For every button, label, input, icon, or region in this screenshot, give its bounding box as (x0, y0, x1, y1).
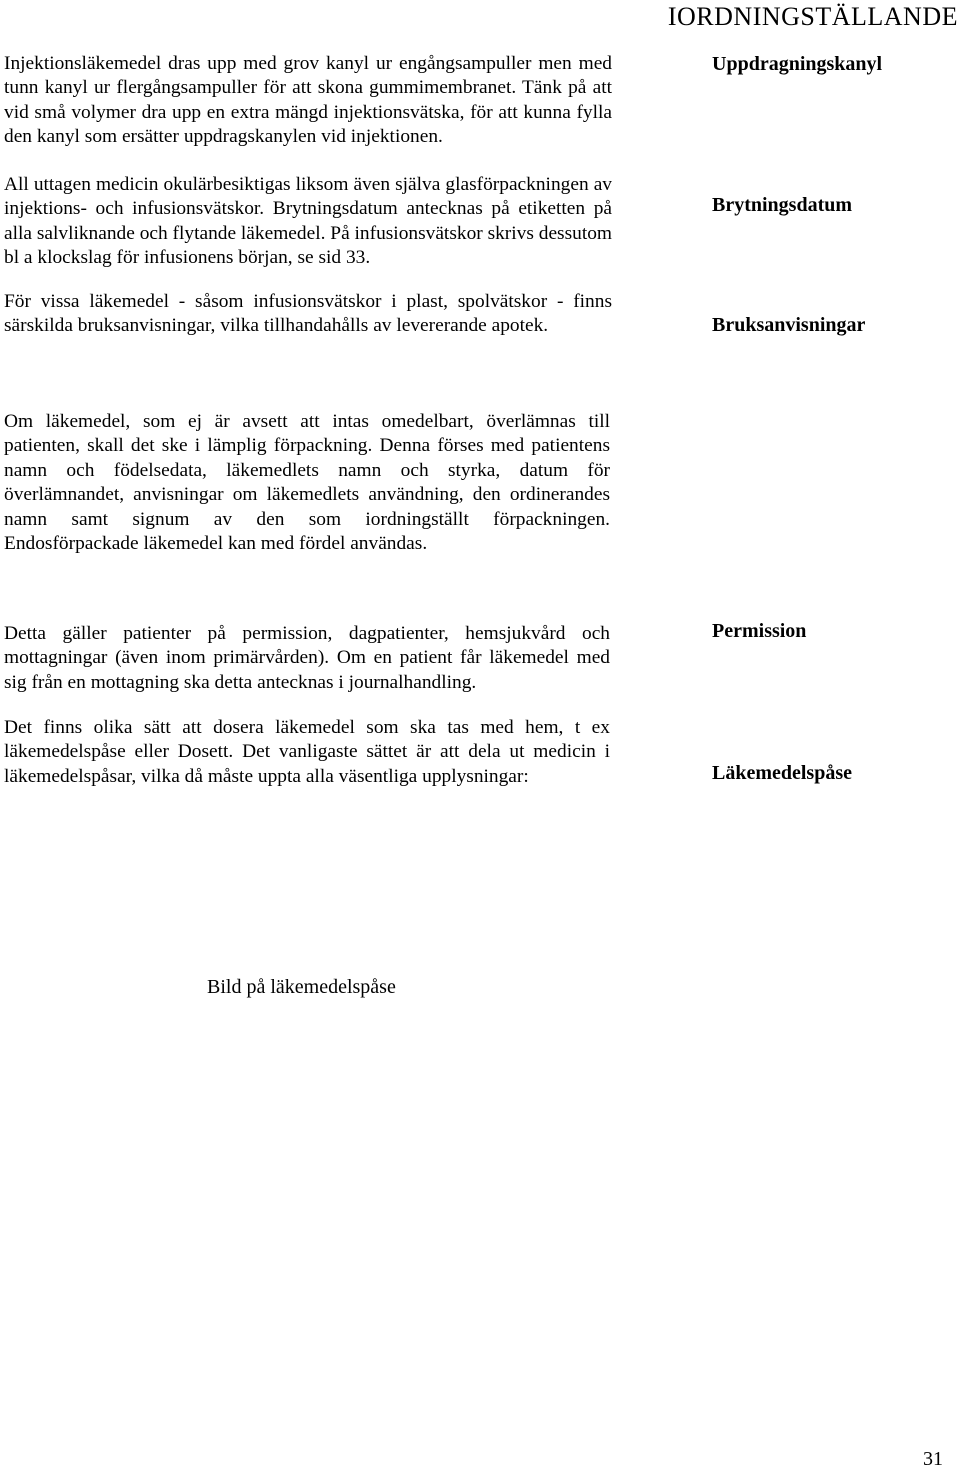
paragraph-instructions: För vissa läkemedel - såsom infusionsvätskor i plast, spolvätskor - finns särskilda bruksanvisningar, vilka tillhandahålls av levererande apotek. (4, 291, 612, 337)
paragraph-permission: Detta gäller patienter på permission, dagpatienter, hemsjukvård och mottagningar (även inom primärvården). Om en patient får läkemedel med sig från en mottagning ska detta antecknas i journalhandling. (4, 623, 610, 693)
margin-label-permission: Permission (712, 620, 807, 642)
margin-label-uppdragningskanyl: Uppdragningskanyl (712, 53, 883, 75)
margin-label-bruksanvisningar: Bruksanvisningar (712, 314, 866, 336)
page-header-title: IORDNINGSTÄLLANDE (667, 2, 958, 31)
image-caption: Bild på läkemedelspåse (207, 976, 396, 998)
paragraph-dosing: Det finns olika sätt att dosera läkemedel som ska tas med hem, t ex läkemedelspåse eller Dosett. Det vanligaste sättet är att dela ut medicin i läkemedelspåsar, vilka då måste uppta alla väsentliga upplysningar: (4, 717, 610, 787)
margin-label-lakemedelspase: Läkemedelspåse (712, 762, 852, 784)
margin-label-brytningsdatum: Brytningsdatum (712, 194, 853, 216)
paragraph-inspection: All uttagen medicin okulärbesiktigas liksom även själva glasförpackningen av injektions- och infusionsvätskor. Brytningsdatum antecknas på etiketten på alla salvliknande och flytande läkemedel. På infusionsvätskor skrivs dessutom bl a klockslag för infusionens början, se sid 33. (4, 174, 612, 269)
page-number: 31 (923, 1448, 943, 1470)
paragraph-injection-needles: Injektionsläkemedel dras upp med grov kanyl ur engångsampuller men med tunn kanyl ur flergångsampuller för att skona gummimembranet. Tänk på att vid små volymer dra upp en extra mängd injektionsvätska, för att kunna fylla den kanyl som ersätter uppdragskanylen vid injektionen. (4, 53, 612, 148)
paragraph-handover: Om läkemedel, som ej är avsett att intas omedelbart, överlämnas till patienten, skall det ske i lämplig förpackning. Denna förses med patientens namn och födelsedata, läkemedlets namn och styrka, datum för överlämnandet, anvisningar om läkemedlets användning, den ordinerandes namn samt signum av den som iordningställt förpackningen. Endosförpackade läkemedel kan med fördel användas. (4, 411, 610, 555)
